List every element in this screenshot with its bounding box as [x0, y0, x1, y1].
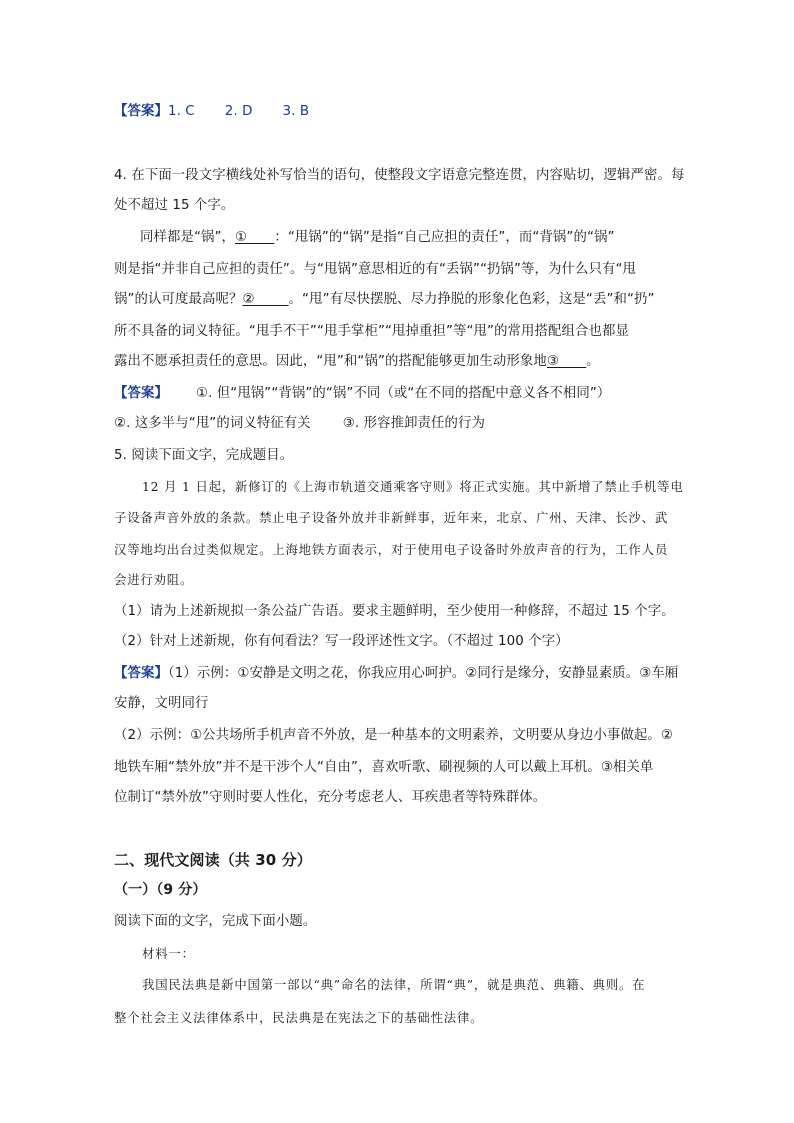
answer-label: 【答案】	[114, 386, 168, 401]
answer-1-3	[114, 102, 704, 122]
q5-passage-line-3: 汉等地均出台过类似规定。上海地铁方面表示，对于使用电子设备时外放声音的行为，工作人员	[114, 542, 669, 557]
q4-answer-3: ③. 形容推卸责任的行为	[342, 416, 486, 431]
answer-item-1: 1. C	[167, 104, 195, 119]
q4-passage-text: 露出不愿承担责任的意思。因此，“甩”和“锅”的搭配能够更加生动形象地	[114, 354, 547, 369]
q5-passage-line-4: 会进行劝阻。	[114, 572, 194, 587]
q5-answer-line-3: （2）示例：①公共场所手机声音不外放，是一种基本的文明素养，文明要从身边小事做起。②	[114, 728, 673, 743]
q4-prompt-line-2: 处不超过 15 个字。	[114, 198, 235, 213]
q4-passage-line-3	[114, 290, 704, 310]
answer-item-3: 3. B	[282, 104, 310, 119]
q4-blank-2: ②_____	[242, 292, 289, 307]
q5-answer-line-2: 安静，文明同行	[114, 696, 209, 711]
q5-sub-question-1: （1）请为上述新规拟一条公益广告语。要求主题鲜明，至少使用一种修辞，不超过 15 个字。	[114, 604, 675, 619]
q5-answer-line-4: 地铁车厢“禁外放”并不是干涉个人“自由”，喜欢听歌、刷视频的人可以戴上耳机。③相关单	[114, 760, 654, 775]
q4-passage-line-1	[140, 228, 704, 248]
q4-passage-text: ：“甩锅”的“锅”是指“自己应担的责任”，而“背锅”的“锅”	[274, 230, 615, 245]
q5-answer-line-1	[114, 664, 704, 684]
q4-blank-1: ①____	[235, 230, 275, 245]
section-instruction: 阅读下面的文字，完成下面小题。	[114, 914, 317, 929]
q5-passage-line-2: 子设备声音外放的条款。禁止电子设备外放并非新鲜事，近年来，北京、广州、天津、长沙、武	[114, 510, 669, 525]
q4-answer-1: ①. 但“甩锅”“背锅”的“锅”不同（或“在不同的搭配中意义各不相同”）	[195, 386, 611, 401]
q5-prompt: 5. 阅读下面文字，完成题目。	[114, 448, 294, 463]
q4-passage-text: 同样都是“锅”，	[140, 230, 236, 245]
q4-passage-text: 。	[586, 354, 600, 369]
q4-answer-line-2	[114, 414, 704, 434]
q4-passage-text: 锅”的认可度最高呢？	[114, 292, 243, 307]
section-heading: 二、现代文阅读（共 30 分）	[114, 851, 312, 869]
material-line-1: 我国民法典是新中国第一部以“典”命名的法律，所谓“典”，就是典范、典籍、典则。在	[142, 977, 646, 992]
q5-answer-1: （1）示例：①安静是文明之花，你我应用心呵护。②同行是缘分，安静显素质。③车厢	[167, 666, 679, 681]
sub-section-heading: （一）（9 分）	[114, 882, 207, 898]
q5-answer-line-5: 位制订“禁外放”守则时要人性化，充分考虑老人、耳疾患者等特殊群体。	[114, 790, 547, 805]
q4-passage-line-5	[114, 352, 704, 372]
material-line-2: 整个社会主义法律体系中，民法典是在宪法之下的基础性法律。	[114, 1010, 484, 1025]
q4-passage-text: 。“甩”有尽快摆脱、尽力挣脱的形象化色彩，这是“丢”和“扔”	[288, 292, 655, 307]
q4-blank-3: ③____	[546, 354, 587, 369]
q4-passage-line-4: 所不具备的词义特征。“甩手不干”“甩手掌柜”“甩掉重担”等“甩”的常用搭配组合也都显	[114, 324, 629, 339]
answer-item-2: 2. D	[224, 104, 253, 119]
q4-answer-2: ②. 这多半与“甩”的词义特征有关	[114, 416, 311, 431]
q4-prompt-line-1: 4. 在下面一段文字横线处补写恰当的语句，使整段文字语意完整连贯，内容贴切，逻辑严密。每	[114, 168, 685, 183]
material-label: 材料一：	[142, 946, 195, 961]
answer-label: 【答案】	[114, 666, 168, 681]
q4-answer-line-1	[114, 384, 704, 404]
q4-passage-line-2: 则是指“并非自己应担的责任”。与“甩锅”意思相近的有“丢锅”“扔锅”等，为什么只有“甩	[114, 262, 637, 277]
q5-sub-question-2: （2）针对上述新规，你有何看法？写一段评述性文字。（不超过 100 个字）	[114, 634, 569, 649]
answer-label: 【答案】	[114, 104, 168, 119]
q5-passage-line-1: 12 月 1 日起，新修订的《上海市轨道交通乘客守则》将正式实施。其中新增了禁止手机等电	[142, 479, 684, 494]
